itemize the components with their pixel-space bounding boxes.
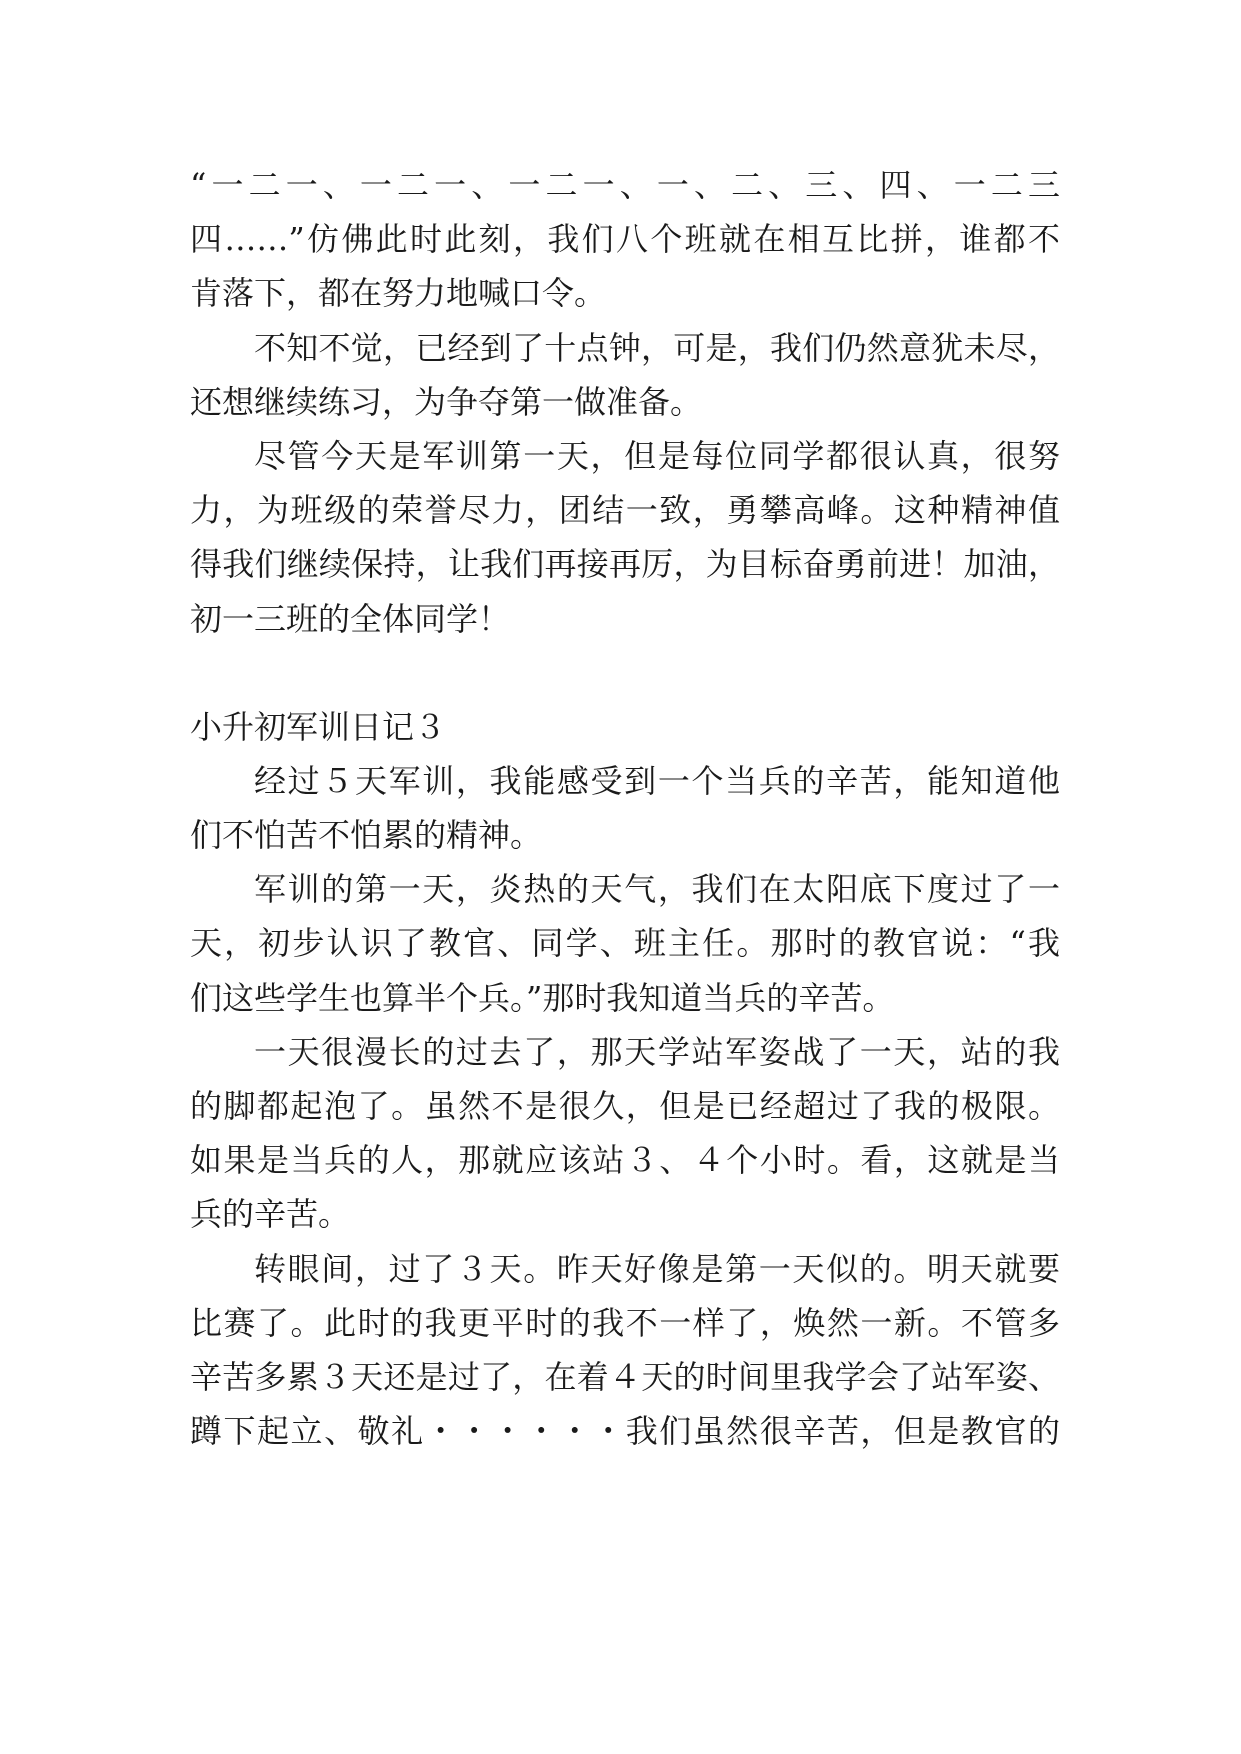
text-line: 转眼间，过了３天。昨天好像是第一天似的。明天就要 [254,1249,1060,1288]
text-line: 比赛了。此时的我更平时的我不一样了，焕然一新。不管多 [190,1303,1060,1342]
paragraph [190,1025,1060,1242]
text-line: 经过５天军训，我能感受到一个当兵的辛苦，能知道他 [254,761,1060,800]
text-line: 蹲下起立、敬礼・・・・・・我们虽然很辛苦，但是教官的 [190,1412,1060,1451]
text-line: “一二一、一二一、一二一、一、二、三、四、一二三 [190,166,1060,204]
text-line: 四……”仿佛此时此刻，我们八个班就在相互比拼，谁都不 [190,220,1060,259]
text-line: 肯落下，都在努力地喊口令。 [190,274,607,313]
text-line: 天，初步认识了教官、同学、班主任。那时的教官说：“我 [190,924,1060,963]
text-line: 尽管今天是军训第一天，但是每位同学都很认真，很努 [254,436,1060,475]
section-gap [190,646,1060,700]
text-line: 辛苦多累３天还是过了，在着４天的时间里我学会了站军姿、 [190,1357,1060,1396]
text-line: 得我们继续保持，让我们再接再厉，为目标奋勇前进！加油， [190,545,1060,584]
text-line: 们这些学生也算半个兵。”那时我知道当兵的辛苦。 [190,978,895,1017]
text-line: 还想继续练习，为争夺第一做准备。 [190,382,703,421]
text-line: 军训的第一天，炎热的天气，我们在太阳底下度过了一 [254,870,1060,909]
paragraph [190,429,1060,646]
text-line: 力，为班级的荣誉尽力，团结一致，勇攀高峰。这种精神值 [190,491,1060,530]
text-line: 一天很漫长的过去了，那天学站军姿战了一天，站的我 [254,1032,1060,1071]
paragraph [190,862,1060,1025]
paragraph [190,321,1060,429]
document-body [190,158,1060,1458]
text-line: 初一三班的全体同学！ [190,599,511,638]
text-line: 如果是当兵的人，那就应该站３、４个小时。看，这就是当 [190,1141,1060,1180]
paragraph [190,1242,1060,1459]
text-line: 兵的辛苦。 [190,1195,351,1234]
paragraph [190,754,1060,862]
text-line: 的脚都起泡了。虽然不是很久，但是已经超过了我的极限。 [190,1087,1060,1125]
text-line: 们不怕苦不怕累的精神。 [190,816,543,855]
section-title: 小升初军训日记３ [190,707,447,746]
text-line: 不知不觉，已经到了十点钟，可是，我们仍然意犹未尽， [254,328,1060,367]
paragraph [190,158,1060,321]
